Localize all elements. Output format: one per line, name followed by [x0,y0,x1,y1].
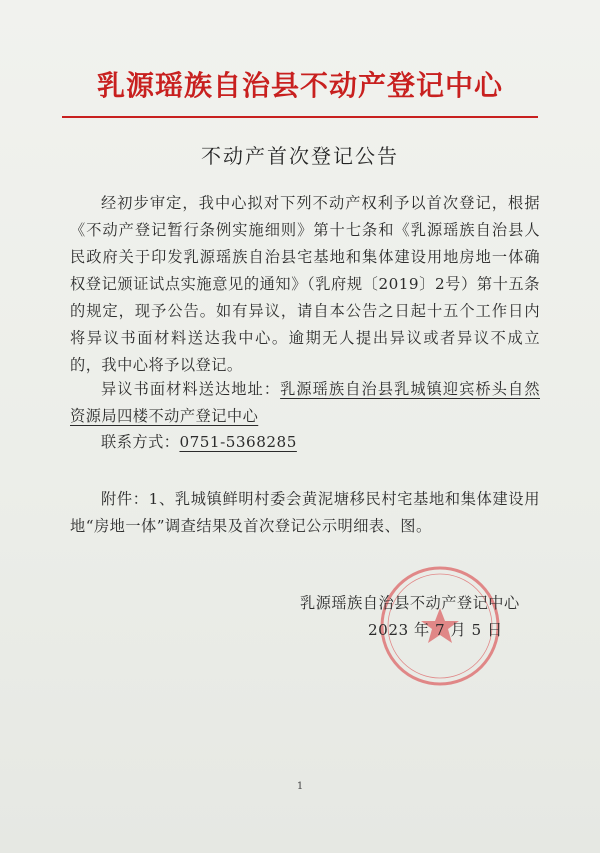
signature-date: 2023 年 7 月 5 日 [368,621,503,639]
objection-address-value: 乳源瑶族自治县乳城镇迎宾桥头自然资源局四楼不动产登记中心 [70,380,540,425]
contact-label: 联系方式： [101,433,180,451]
objection-address [70,376,540,430]
header-red-rule [62,116,538,118]
contact-phone: 0751-5368285 [179,433,297,451]
objection-address-label: 异议书面材料送达地址： [101,380,281,398]
attachment-note: 附件：1、乳城镇鲜明村委会黄泥塘移民村宅基地和集体建设用地“房地一体”调查结果及首次登记公示明细表、图。 [70,490,540,535]
notice-paragraph-1: 经初步审定，我中心拟对下列不动产权利予以首次登记，根据《不动产登记暂行条例实施细则》第十七条和《乳源瑶族自治县人民政府关于印发乳源瑶族自治县宅基地和集体建设用地房地一体确权登记颁证试点实施意见的通知》（乳府规〔2019〕2号）第十五条的规定，现予公告。如有异议，请自本公告之日起十五个工作日内将异议书面材料送达我中心。逾期无人提出异议或者异议不成立的，我中心将予以登记。 [70,194,540,374]
notice-title: 不动产首次登记公告 [201,144,399,168]
issuer-header: 乳源瑶族自治县不动产登记中心 [96,69,503,102]
contact-line [70,429,540,456]
page-number: 1 [296,781,304,792]
signature-organization: 乳源瑶族自治县不动产登记中心 [300,594,520,612]
